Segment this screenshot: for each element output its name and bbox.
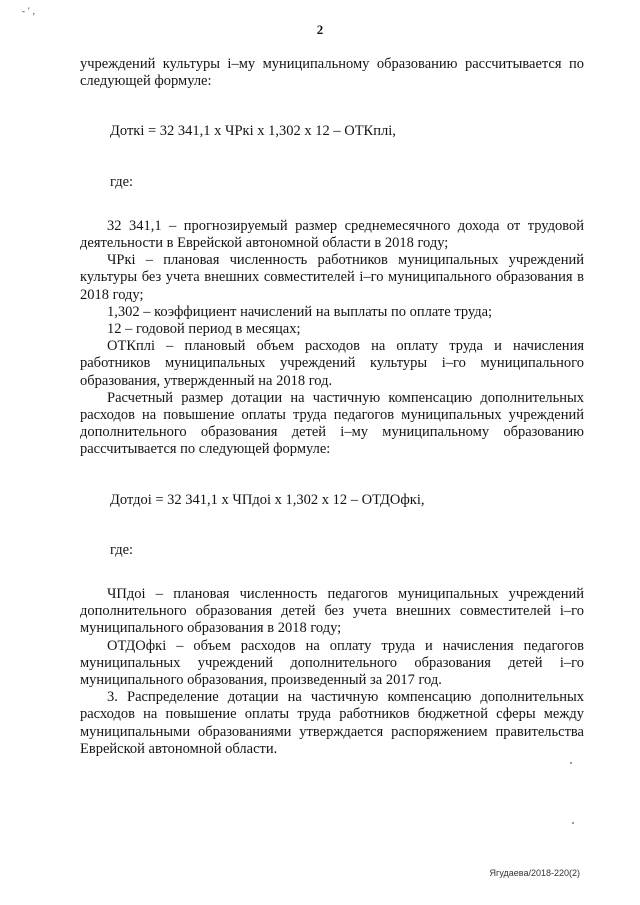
scan-corner-mark: -', — [22, 6, 38, 16]
definition-months: 12 – годовой период в месяцах; — [107, 321, 301, 338]
definition-otkpl: ОТКплi – плановый объем расходов на оплату труда и начисления работников муниципальных учреждений культуры i–го муниципального образования, утвержденный на 2018 год. — [80, 338, 584, 389]
where-label-2: где: — [110, 541, 134, 558]
definition-otdofk: ОТДОфкi – объем расходов на оплату труда и начисления педагогов муниципальных учреждений дополнительного образования детей i–го муниципального образования, произведенный за 2017 год. — [80, 637, 584, 689]
definition-chpdo: ЧПдоi – плановая численность педагогов муниципальных учреждений дополнительного образования детей без учета внешних совместителей i–го муниципального образования в 2018 году; — [80, 586, 584, 637]
page-number: 2 — [316, 22, 324, 37]
paragraph-calculation: Расчетный размер дотации на частичную компенсацию дополнительных расходов на повышение оплаты труда педагогов муниципальных учреждений дополнительного образования детей i–му муниципальному образованию рассчитывается по следующей формуле: — [80, 389, 584, 458]
scan-speck — [570, 762, 572, 764]
definition-average-income: 32 341,1 – прогнозируемый размер среднемесячного дохода от трудовой деятельности в Еврейской автономной области в 2018 году; — [80, 217, 584, 252]
definition-coefficient: 1,302 – коэффициент начислений на выплаты по оплате труда; — [107, 303, 493, 320]
footer-document-code: Ягудаева/2018-220(2) — [489, 868, 580, 878]
where-label: где: — [110, 173, 134, 190]
paragraph-intro: учреждений культуры i–му муниципальному образованию рассчитывается по следующей формуле: — [80, 56, 584, 90]
paragraph-section-3: 3. Распределение дотации на частичную компенсацию дополнительных расходов на повышение оплаты труда работников бюджетной сферы между муниципальными образованиями утверждается распоряжением правительства Еврейской автономной области. — [80, 689, 584, 757]
definition-chrk: ЧРкi – плановая численность работников муниципальных учреждений культуры без учета внешних совместителей i–го муниципального образования в 2018 году; — [80, 252, 584, 303]
document-body — [80, 56, 584, 758]
formula-dotdo: Дотдоi = 32 341,1 x ЧПдоi x 1,302 x 12 – ОТДОфкi, — [110, 491, 425, 508]
scan-speck — [572, 822, 574, 824]
formula-dotk: Доткi = 32 341,1 x ЧРкi x 1,302 x 12 – ОТКплi, — [110, 123, 396, 140]
